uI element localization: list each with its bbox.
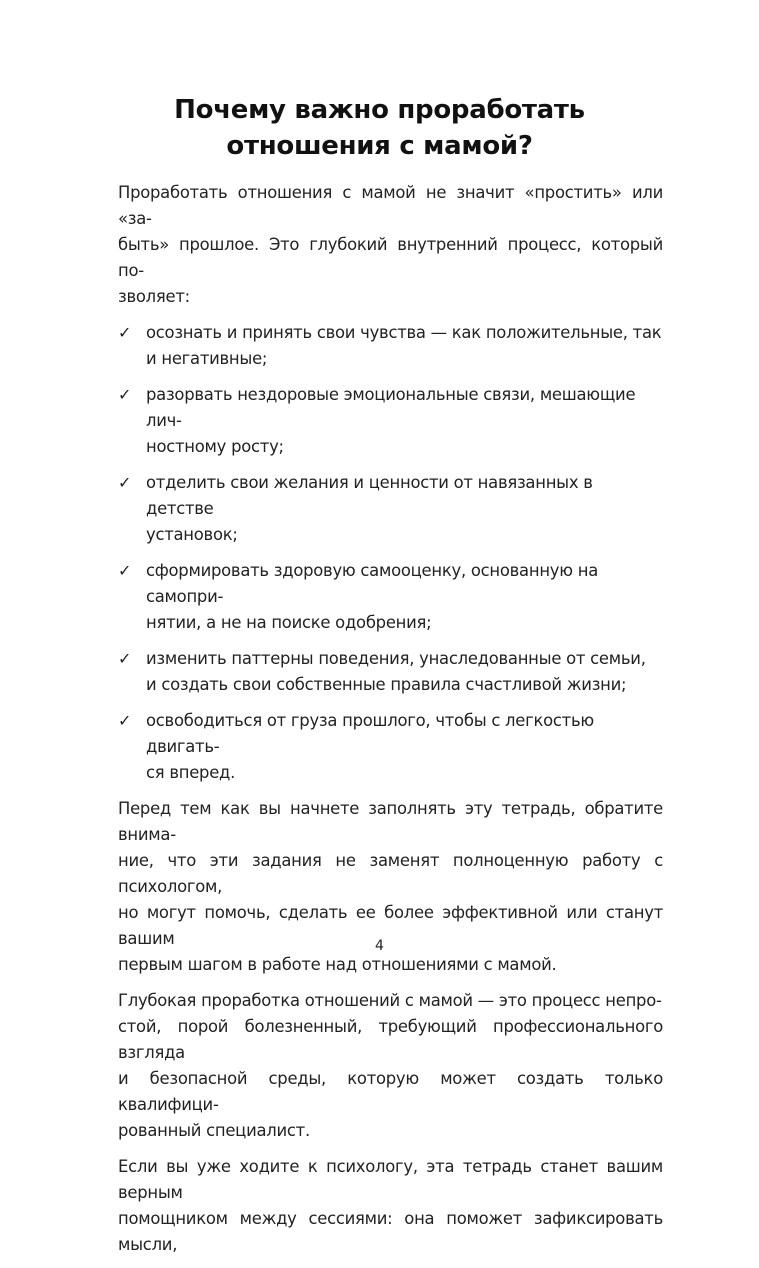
text-line: нятии, а не на поиске одобрения; [146,613,432,632]
text-line: но могут помочь, сделать ее более эффективной или станут вашим [118,903,663,948]
list-item [118,470,663,548]
paragraph [118,988,663,1144]
text-line: стой, порой болезненный, требующий профессионального взгляда [118,1017,663,1062]
checkmark-icon: ✓ [118,323,132,342]
text-line: рованный специалист. [118,1121,310,1140]
checkmark-icon: ✓ [118,649,132,668]
checkmark-icon: ✓ [118,385,132,404]
text-line: ся вперед. [146,763,236,782]
list-item [118,382,663,460]
text-line: Если вы уже ходите к психологу, эта тетрадь станет вашим верным [118,1157,663,1202]
list-item [118,558,663,636]
checklist [118,320,663,786]
title-line-2: отношения с мамой? [226,131,533,161]
intro-paragraph [118,180,663,310]
text-line: осознать и принять свои чувства — как положительные, так [146,323,662,342]
text-line: отделить свои желания и ценности от навязанных в детстве [146,473,593,518]
text-line: и безопасной среды, которую может создать только квалифици- [118,1069,663,1114]
text-line: Проработать отношения с мамой не значит «простить» или «за- [118,183,663,228]
page-title [0,92,759,164]
title-line-1: Почему важно проработать [174,95,585,125]
list-item [118,320,663,372]
text-line: освободиться от груза прошлого, чтобы с легкостью двигать- [146,711,594,756]
text-line: сформировать здоровую самооценку, основанную на самопри- [146,561,598,606]
text-line: помощником между сессиями: она поможет зафиксировать мысли, [118,1209,663,1254]
list-item [118,646,663,698]
text-line: изменить паттерны поведения, унаследованные от семьи, [146,649,646,668]
checkmark-icon: ✓ [118,473,132,492]
text-line: ние, что эти задания не заменят полноценную работу с психологом, [118,851,663,896]
text-line: первым шагом в работе над отношениями с мамой. [118,955,557,974]
paragraph [118,1154,663,1258]
text-line: и создать свои собственные правила счастливой жизни; [146,675,627,694]
text-line: и негативные; [146,349,268,368]
page-number: 4 [375,938,384,954]
text-line: Глубокая проработка отношений с мамой — это процесс непро- [118,991,662,1010]
checkmark-icon: ✓ [118,561,132,580]
list-item [118,708,663,786]
checkmark-icon: ✓ [118,711,132,730]
text-line: зволяет: [118,287,190,306]
body-text [118,180,663,1268]
text-line: установок; [146,525,238,544]
text-line: Перед тем как вы начнете заполнять эту тетрадь, обратите внима- [118,799,663,844]
text-line: ностному росту; [146,437,284,456]
text-line: быть» прошлое. Это глубокий внутренний процесс, который по- [118,235,663,280]
text-line: разорвать нездоровые эмоциональные связи, мешающие лич- [146,385,636,430]
